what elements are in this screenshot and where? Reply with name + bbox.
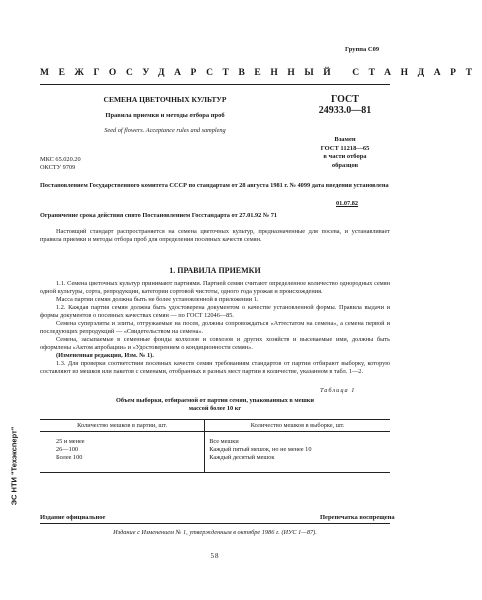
decree-text: Постановлением Государственного комитета СССР по стандартам от 28 августа 1981 г. № 4099 дата введения установлена xyxy=(40,182,389,189)
replacement-line: Взамен xyxy=(334,136,356,143)
edition-label: Издание официальное xyxy=(40,514,106,521)
table-title-line: массой более 10 кг xyxy=(188,405,242,412)
replacement-line: ГОСТ 11218—65 xyxy=(320,144,370,152)
paragraph: Семена суперэлиты и элиты, отгружаемые на посев, должны сопровождаться «Аттестатом на семена», а семена первой и последующих репродукций — «Свидетельством на семена». xyxy=(40,320,390,335)
paragraph: Семена, засыпаемые в семенные фонды колхозов и совхозов и других хозяйств и высеваемые ими, должны быть оформлены «Актом апробации» и «Удостоверением о кондиционности семян». xyxy=(40,336,390,351)
table-header-row xyxy=(40,420,390,432)
edition-note: Издание с Изменением № 1, утвержденным в октябре 1986 г. (ИУС 1—87). xyxy=(113,529,317,536)
table-label: Таблица 1 xyxy=(320,387,356,394)
table-row xyxy=(40,454,390,473)
document-title-english: Seed of flowers. Acceptance rules and sampleng xyxy=(104,127,226,134)
table-title-line: Объем выборки, отбираемой от партии семян, упакованных в мешки xyxy=(115,397,315,404)
gost-number: 24933.0—81 xyxy=(318,105,372,116)
side-watermark-text: ЭС НТИ "Техэксперт" xyxy=(9,426,19,506)
table-title xyxy=(40,397,390,413)
table-cell: 25 и менее xyxy=(40,432,205,447)
table-cell: Более 100 xyxy=(40,454,205,473)
table-row xyxy=(40,446,390,454)
replacement-line: в части отбора xyxy=(323,153,367,160)
scope-paragraph xyxy=(40,228,390,244)
paragraph: 1.3. Для проверки соответствия посевных качеств семян требованиям стандартов от партии отбирают выборку, которую составляют из мешков или пакетов с семенами, отобранных в разных мест партии в количестве, указанном в табл. 1—2. xyxy=(40,360,390,375)
replacement-line: образцов xyxy=(331,161,359,169)
classification-codes xyxy=(40,156,81,172)
document-subtitle: Правила приемки и методы отбора проб xyxy=(105,112,225,119)
interstate-standard-heading: МЕЖГОСУДАРСТВЕННЫЙ СТАНДАРТ xyxy=(40,68,482,78)
mks-code: МКС 65.020.20 xyxy=(40,156,81,163)
column-header: Количество мешков в выборке, шт. xyxy=(205,420,390,432)
paragraph: Масса партии семян должна быть не более установленной в приложении 1. xyxy=(56,296,259,303)
column-header: Количество мешков в партии, шт. xyxy=(40,420,205,432)
paragraph: 1.2. Каждая партия семян должна быть удостоверена документом о качестве установленной формы. Правила выдачи и формы документов о посевных качествах семян — по ГОСТ 12046—85. xyxy=(40,304,390,319)
introduction-date: 01.07.82 xyxy=(336,200,359,207)
sample-size-table xyxy=(40,419,390,473)
gost-designation xyxy=(290,94,400,116)
amendment-note: (Измененная редакция, Изм. № 1). xyxy=(56,352,154,359)
group-code: Группа С09 xyxy=(345,46,380,53)
table-cell: Каждый десятый мешок xyxy=(205,454,390,473)
table-cell: Каждый пятый мешок, но не менее 10 xyxy=(209,446,312,453)
gost-label: ГОСТ xyxy=(331,94,359,105)
table-cell: 26—100 xyxy=(40,446,205,454)
restriction-note: Ограничение срока действия снято Постановлением Госстандарта от 27.01.92 № 71 xyxy=(40,212,278,219)
footer-divider xyxy=(40,523,390,524)
okstu-code: ОКСТУ 9709 xyxy=(40,164,76,171)
header-divider xyxy=(40,84,390,85)
section-body xyxy=(40,280,390,376)
paragraph: 1.1. Семена цветочных культур принимают партиями. Партией семян считают определенное количество однородных семян одной культуры, сорта, репродукции, категории сортовой чистоты, одного года урожая и происхождения. xyxy=(40,280,390,295)
reprint-notice: Перепечатка воспрещена xyxy=(320,514,395,521)
section-title: 1. ПРАВИЛА ПРИЕМКИ xyxy=(169,266,261,275)
table-cell: Все мешки xyxy=(209,438,239,445)
replacement-note xyxy=(290,136,400,170)
document-title: СЕМЕНА ЦВЕТОЧНЫХ КУЛЬТУР xyxy=(103,95,227,104)
side-watermark xyxy=(6,386,22,546)
page-number: 58 xyxy=(210,552,220,560)
scope-text: Настоящий стандарт распространяется на семена цветочных культур, предназначенные для посева, и устанавливает правила приемки и методы отбора проб для определения посевных качеств семян. xyxy=(40,228,390,243)
table-row xyxy=(40,432,390,447)
